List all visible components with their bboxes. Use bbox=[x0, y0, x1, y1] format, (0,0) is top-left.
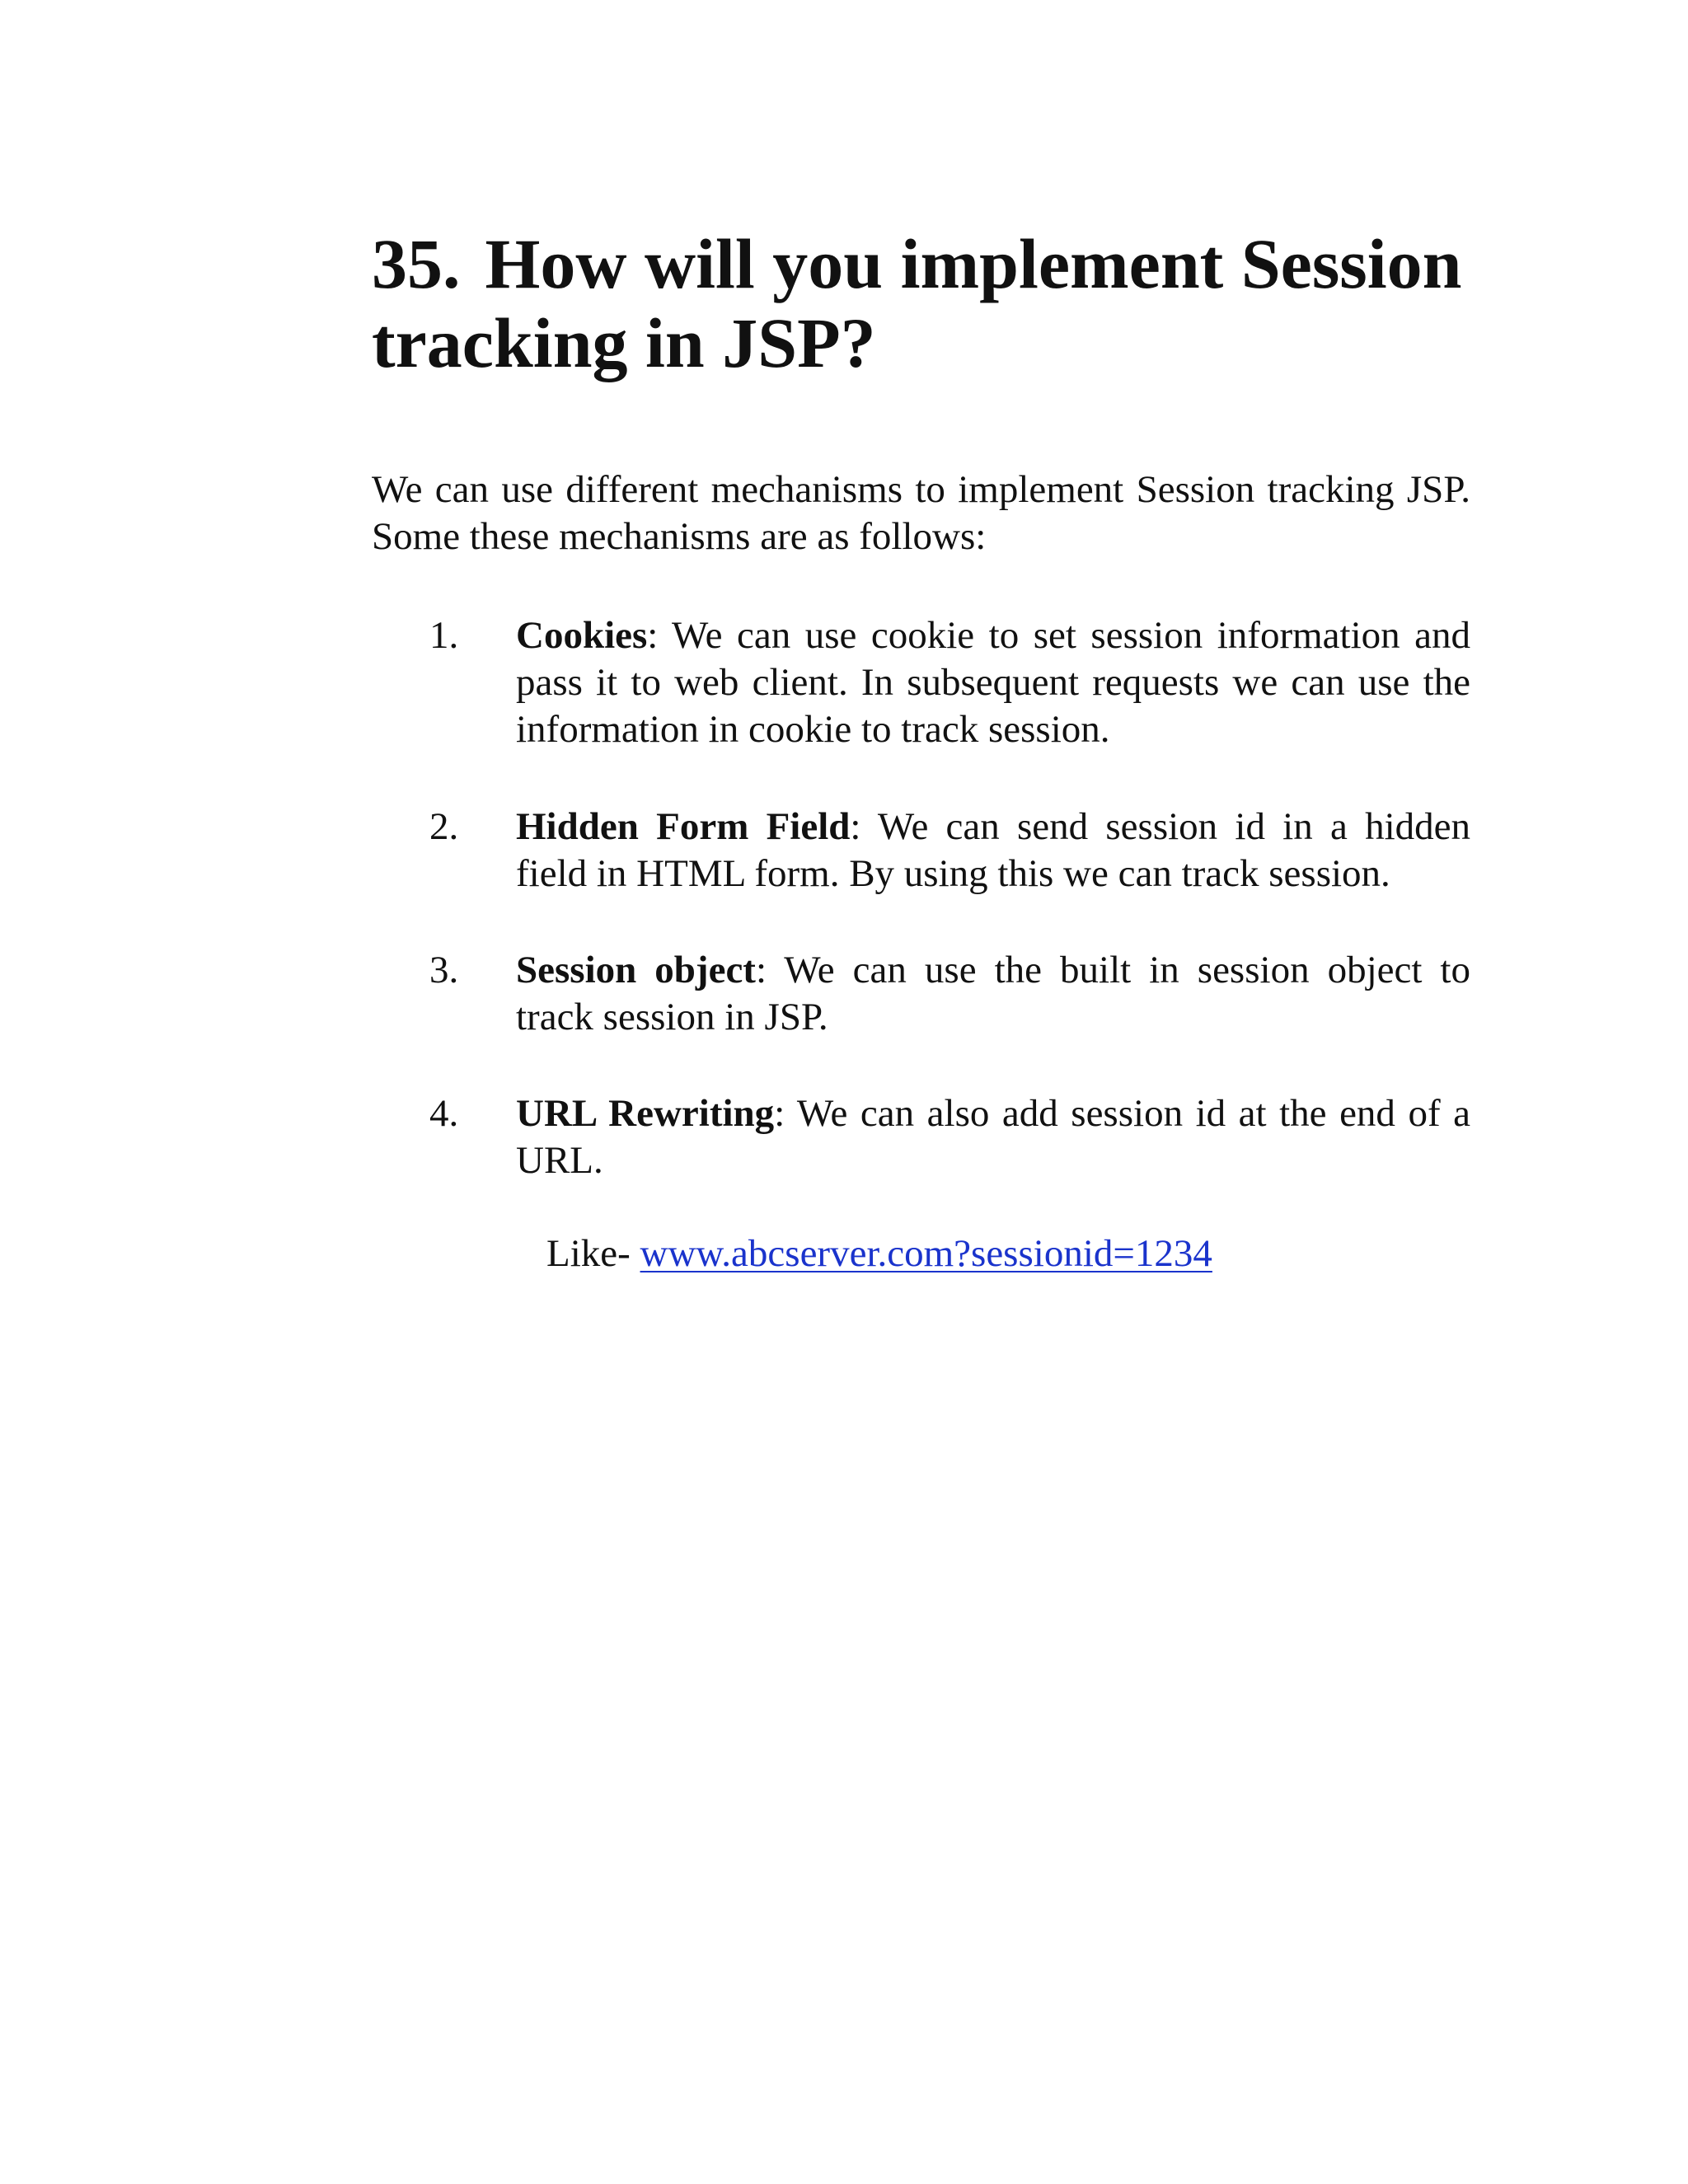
list-marker: 2. bbox=[429, 805, 459, 848]
intro-paragraph: We can use different mechanisms to implement Session tracking JSP. Some these mechanisms are as follows: bbox=[372, 468, 1470, 558]
list-item-term: Cookies bbox=[516, 614, 648, 657]
list-item-body bbox=[516, 612, 1470, 753]
example-url-link[interactable]: www.abcserver.com?sessionid=1234 bbox=[640, 1232, 1212, 1275]
question-number: 35. bbox=[372, 224, 461, 303]
list-item-text: We can also add session id at the end of a URL. bbox=[516, 1092, 1470, 1182]
list-marker: 3. bbox=[429, 949, 459, 991]
list-item-term: Session object bbox=[516, 949, 756, 991]
list-item-separator: : bbox=[850, 805, 861, 848]
list-item-body bbox=[516, 1090, 1470, 1184]
list-item-body bbox=[516, 947, 1470, 1041]
list-item-body bbox=[516, 804, 1470, 898]
list-item-text: We can use the built in session object to track session in JSP. bbox=[516, 949, 1470, 1038]
question-title: How will you implement Session tracking in JSP? bbox=[372, 224, 1462, 382]
list-item-term: Hidden Form Field bbox=[516, 805, 851, 848]
example-prefix: Like- bbox=[546, 1232, 640, 1275]
list-marker: 1. bbox=[429, 614, 459, 657]
list-item-term: URL Rewriting bbox=[516, 1092, 775, 1135]
list-item-separator: : bbox=[755, 949, 767, 991]
list-item-text: We can send session id in a hidden field in HTML form. By using this we can track session. bbox=[516, 805, 1470, 895]
list-marker: 4. bbox=[429, 1092, 459, 1135]
question-heading bbox=[372, 224, 1484, 382]
list-item-text: We can use cookie to set session information and pass it to web client. In subsequent requests we can use the information in cookie to track session. bbox=[516, 614, 1470, 751]
url-example bbox=[546, 1230, 1212, 1277]
list-item-separator: : bbox=[647, 614, 659, 657]
list-item-separator: : bbox=[774, 1092, 785, 1135]
